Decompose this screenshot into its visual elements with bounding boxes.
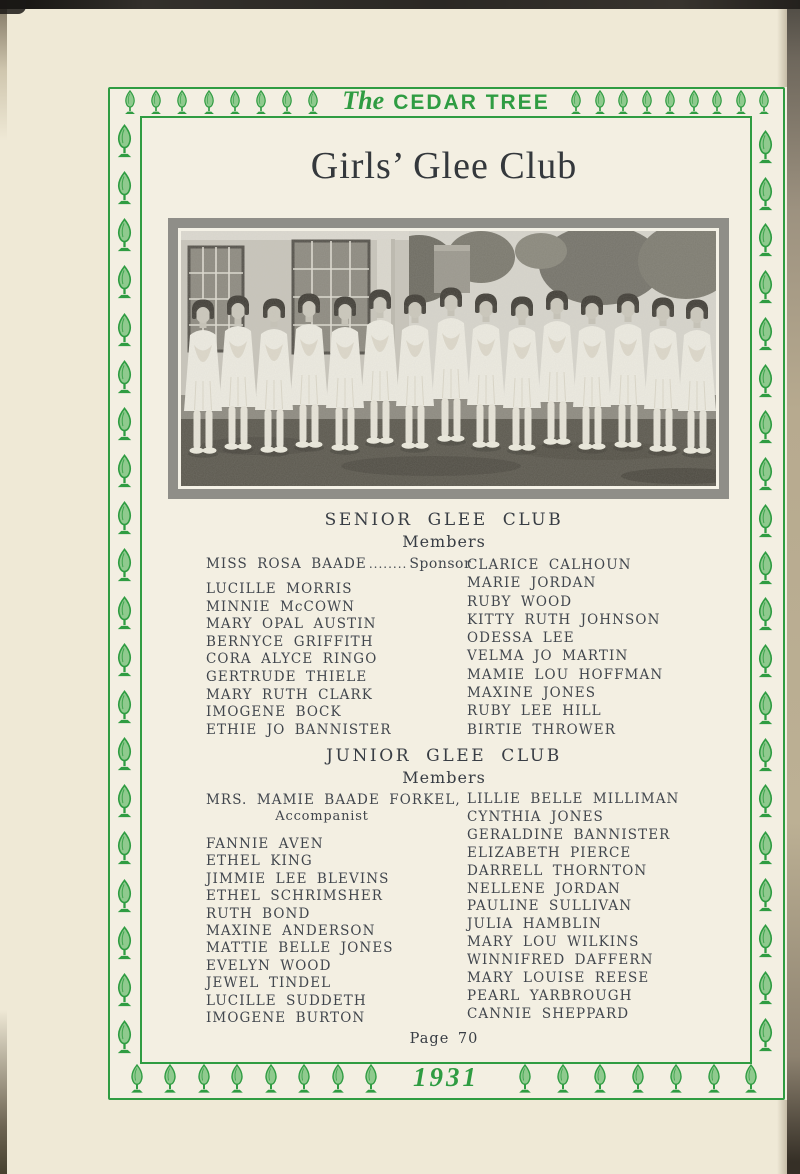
- cedar-tree-icon: [328, 1064, 348, 1095]
- cedar-tree-icon: [754, 175, 777, 215]
- junior-right-list: [467, 791, 679, 1024]
- sponsor-row: [206, 556, 471, 574]
- cedar-tree-icon: [628, 1064, 648, 1095]
- cedar-tree-icon: [614, 90, 632, 116]
- cedar-tree-icon: [754, 268, 777, 308]
- member-name: CYNTHIA JONES: [467, 808, 604, 825]
- top-left-trees: [113, 90, 330, 116]
- cedar-tree-icon: [754, 221, 777, 261]
- member-name: RUTH BOND: [206, 905, 311, 922]
- cedar-tree-icon: [685, 90, 703, 116]
- member-name: LUCILLE MORRIS: [206, 581, 353, 597]
- member-name: MINNIE McCOWN: [206, 598, 356, 615]
- member-name: MATTIE BELLE JONES: [206, 940, 394, 957]
- glee-club-photo: [181, 231, 716, 486]
- cedar-tree-icon: [113, 263, 136, 303]
- cedar-tree-icon: [113, 216, 136, 256]
- sponsor-role: Sponsor: [409, 556, 472, 572]
- member-name: NELLENE JORDAN: [467, 880, 621, 897]
- member-name: RUBY WOOD: [467, 593, 573, 610]
- member-name: GERTRUDE THIELE: [206, 668, 368, 685]
- cedar-tree-icon: [754, 736, 777, 776]
- bottom-right-trees: [497, 1064, 779, 1095]
- member-name: VELMA JO MARTIN: [467, 648, 629, 665]
- senior-left-list: [206, 581, 471, 739]
- cedar-tree-icon: [661, 90, 679, 116]
- member-name: RUBY LEE HILL: [467, 703, 602, 720]
- scanner-edge-top: [0, 0, 800, 9]
- member-name: ELIZABETH PIERCE: [467, 844, 632, 861]
- cedar-tree-icon: [754, 315, 777, 355]
- cedar-tree-icon: [113, 405, 136, 445]
- cedar-tree-icon: [113, 311, 136, 351]
- cedar-tree-icon: [194, 1064, 214, 1095]
- cedar-tree-icon: [113, 358, 136, 398]
- accompanist-name: MRS. MAMIE BAADE FORKEL,: [206, 792, 461, 808]
- accompanist-role: Accompanist: [275, 809, 369, 824]
- cedar-tree-icon: [591, 90, 609, 116]
- member-name: MARY LOUISE REESE: [467, 970, 650, 987]
- bottom-left-trees: [113, 1064, 395, 1095]
- cedar-tree-icon: [704, 1064, 724, 1095]
- cedar-tree-icon: [113, 122, 136, 162]
- member-name: DARRELL THORNTON: [467, 862, 648, 879]
- member-name: JULIA HAMBLIN: [467, 916, 602, 933]
- member-name: JEWEL TINDEL: [206, 975, 332, 992]
- senior-right-column: [467, 556, 663, 739]
- member-name: MAXINE ANDERSON: [206, 923, 376, 940]
- sponsor-name: MISS ROSA BAADE: [206, 556, 367, 572]
- cedar-tree-icon: [113, 452, 136, 492]
- cedar-tree-icon: [754, 502, 777, 542]
- cedar-tree-icon: [278, 90, 296, 116]
- masthead-title: CEDAR TREE: [393, 91, 550, 114]
- member-name: ODESSA LEE: [467, 630, 575, 647]
- member-name: LUCILLE SUDDETH: [206, 992, 367, 1009]
- cedar-tree-icon: [304, 90, 322, 116]
- top-right-trees: [562, 90, 779, 116]
- member-name: KITTY RUTH JOHNSON: [467, 611, 661, 628]
- dotted-leader: ........: [368, 557, 408, 571]
- cedar-tree-icon: [226, 90, 244, 116]
- member-name: BIRTIE THROWER: [467, 721, 616, 738]
- cedar-tree-icon: [515, 1064, 535, 1095]
- member-name: BERNYCE GRIFFITH: [206, 633, 374, 650]
- cedar-tree-icon: [227, 1064, 247, 1095]
- cedar-tree-icon: [113, 499, 136, 539]
- cedar-tree-icon: [666, 1064, 686, 1095]
- cedar-tree-icon: [741, 1064, 761, 1095]
- senior-member-columns: [0, 556, 800, 741]
- member-name: LILLIE BELLE MILLIMAN: [467, 791, 680, 807]
- cedar-tree-icon: [638, 90, 656, 116]
- cedar-tree-icon: [755, 90, 773, 116]
- junior-right-column: [467, 791, 679, 1024]
- member-name: ETHEL KING: [206, 853, 313, 870]
- member-name: CLARICE CALHOUN: [467, 557, 632, 573]
- cedar-tree-icon: [754, 362, 777, 402]
- cedar-tree-icon: [754, 408, 777, 448]
- member-name: MARIE JORDAN: [467, 575, 597, 592]
- member-name: JIMMIE LEE BLEVINS: [206, 870, 390, 887]
- cedar-tree-icon: [252, 90, 270, 116]
- bottom-border-band: [113, 1062, 779, 1095]
- cedar-tree-icon: [113, 169, 136, 209]
- cedar-tree-icon: [754, 455, 777, 495]
- cedar-tree-icon: [754, 128, 777, 168]
- page-title: Girls’ Glee Club: [310, 145, 578, 187]
- member-name: MAXINE JONES: [467, 685, 597, 702]
- scanner-corner: [0, 0, 26, 14]
- member-name: ETHIE JO BANNISTER: [206, 721, 392, 738]
- member-name: MARY LOU WILKINS: [467, 934, 640, 951]
- page-number: Page 70: [409, 1031, 479, 1047]
- junior-glee-club-heading: JUNIOR GLEE CLUB: [326, 746, 562, 766]
- cedar-tree-icon: [160, 1064, 180, 1095]
- junior-left-list: [206, 836, 461, 1027]
- member-name: MAMIE LOU HOFFMAN: [467, 666, 664, 683]
- senior-members-label: Members: [402, 532, 486, 551]
- junior-members-label: Members: [402, 768, 486, 787]
- member-name: CANNIE SHEPPARD: [467, 1005, 630, 1022]
- member-name: MARY RUTH CLARK: [206, 686, 373, 703]
- member-name: GERALDINE BANNISTER: [467, 826, 671, 843]
- member-name: ETHEL SCHRIMSHER: [206, 888, 384, 905]
- cedar-tree-icon: [708, 90, 726, 116]
- senior-left-column: [206, 556, 471, 739]
- member-name: CORA ALYCE RINGO: [206, 651, 378, 668]
- senior-right-list: [467, 556, 663, 739]
- junior-left-column: [206, 791, 461, 1027]
- member-name: IMOGENE BOCK: [206, 704, 342, 721]
- top-border-band: [113, 86, 779, 116]
- cedar-tree-icon: [553, 1064, 573, 1095]
- member-name: WINNIFRED DAFFERN: [467, 952, 654, 969]
- junior-member-columns: [0, 791, 800, 1031]
- photo-matte: [178, 228, 719, 489]
- member-name: PEARL YARBROUGH: [467, 987, 633, 1004]
- cedar-tree-icon: [127, 1064, 147, 1095]
- cedar-tree-icon: [147, 90, 165, 116]
- masthead-script-word: The: [342, 86, 385, 115]
- cedar-tree-icon: [173, 90, 191, 116]
- cedar-tree-icon: [590, 1064, 610, 1095]
- cedar-tree-icon: [732, 90, 750, 116]
- cedar-tree-icon: [200, 90, 218, 116]
- masthead: [330, 86, 561, 116]
- cedar-tree-icon: [113, 735, 136, 775]
- member-name: PAULINE SULLIVAN: [467, 898, 633, 915]
- member-name: EVELYN WOOD: [206, 957, 332, 974]
- photo-frame: [168, 218, 729, 499]
- cedar-tree-icon: [261, 1064, 281, 1095]
- cedar-tree-icon: [121, 90, 139, 116]
- cedar-tree-icon: [361, 1064, 381, 1095]
- member-name: FANNIE AVEN: [206, 836, 324, 852]
- member-name: IMOGENE BURTON: [206, 1010, 366, 1027]
- cedar-tree-icon: [567, 90, 585, 116]
- senior-glee-club-heading: SENIOR GLEE CLUB: [324, 510, 564, 530]
- year-label: 1931: [413, 1062, 479, 1092]
- member-name: MARY OPAL AUSTIN: [206, 616, 377, 633]
- cedar-tree-icon: [294, 1064, 314, 1095]
